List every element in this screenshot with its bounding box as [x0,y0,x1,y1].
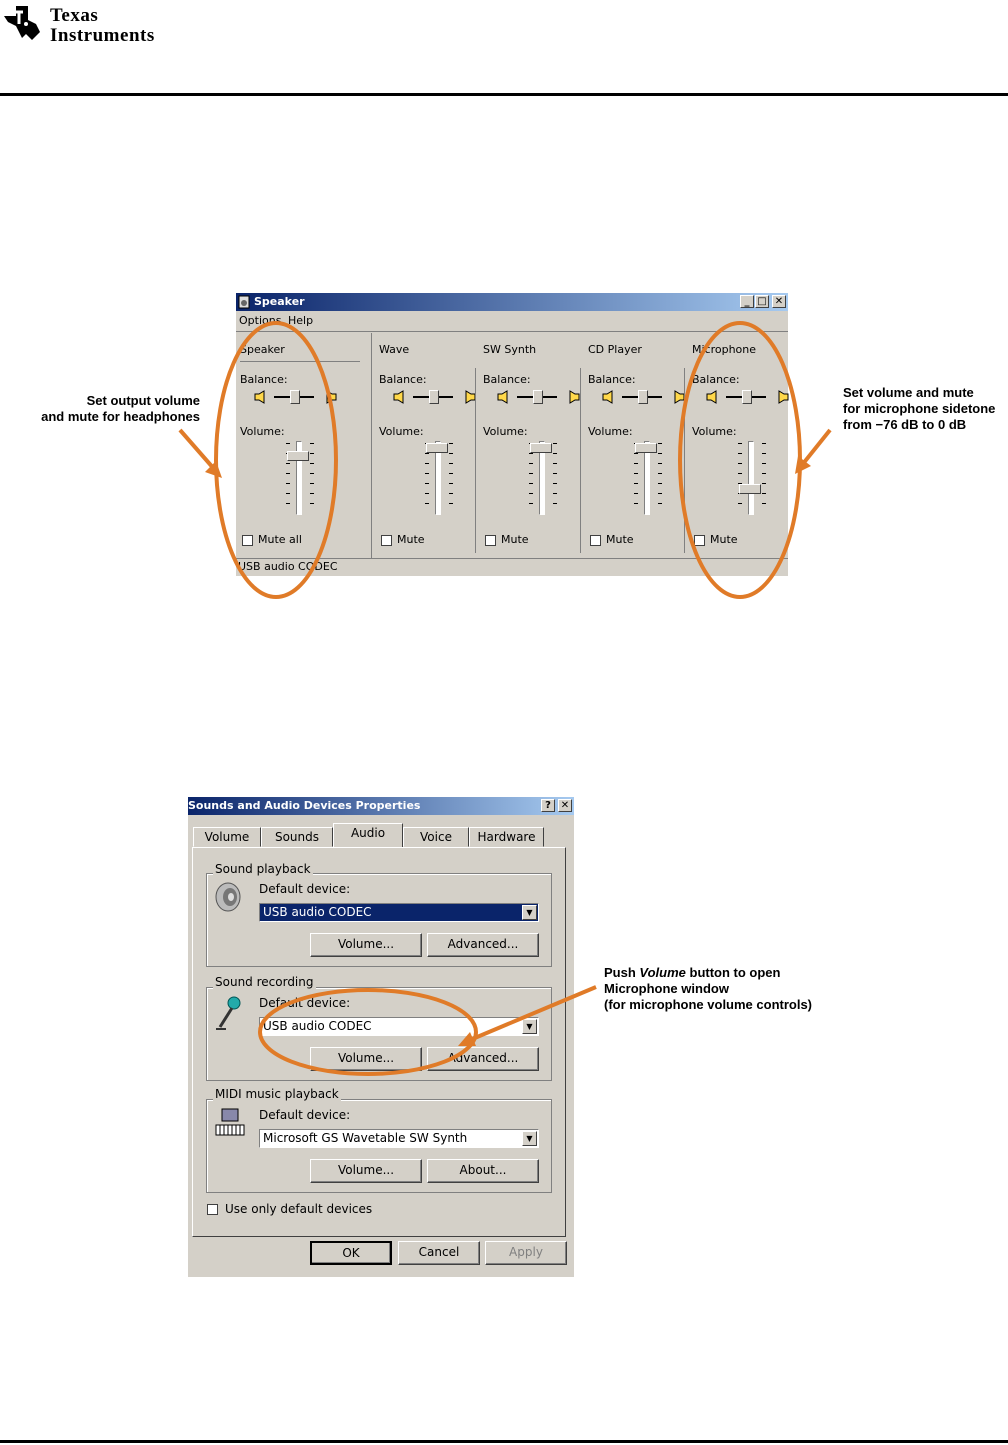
annotation-right-line2: for microphone sidetone [843,401,996,416]
channel-name: Microphone [692,343,757,356]
midi-default-device-label: Default device: [259,1108,351,1122]
mute-label: Mute [501,533,529,546]
right-highlight-circle [680,323,800,597]
mute-label: Mute [397,533,425,546]
chevron-down-icon[interactable]: ▼ [522,905,537,920]
speaker-device-icon [214,881,244,913]
balance-label: Balance: [588,373,636,386]
volume-label: Volume: [379,425,424,438]
help-button[interactable]: ? [541,799,555,812]
annotation-volume-line2: Microphone window [604,981,729,996]
properties-title: Sounds and Audio Devices Properties [188,799,421,812]
use-default-devices-label: Use only default devices [225,1202,373,1216]
balance-label: Balance: [483,373,531,386]
menu-help[interactable]: Help [288,314,314,327]
annotation-volume-1b: Volume [639,965,686,980]
volume-label: Volume: [240,425,285,438]
annotation-volume-1a: Push [604,965,640,980]
channel-name: Wave [379,343,410,356]
brand-line-1: Texas [50,5,99,26]
midi-device-select[interactable] [259,1129,539,1148]
tab-audio[interactable]: Audio [333,823,403,848]
channel-name: CD Player [588,343,642,356]
mute-label: Mute [606,533,634,546]
use-default-devices-checkbox[interactable] [207,1204,218,1215]
right-arrow [802,430,830,465]
annotation-right [843,385,1008,433]
apply-button[interactable]: Apply [485,1241,567,1265]
mute-label: Mute [710,533,738,546]
annotation-right-line3: from −76 dB to 0 dB [843,417,967,432]
balance-label: Balance: [240,373,288,386]
cancel-button[interactable]: Cancel [398,1241,480,1265]
tab-sounds[interactable]: Sounds [261,827,333,847]
volume-label: Volume: [588,425,633,438]
midi-device-value: Microsoft GS Wavetable SW Synth [263,1131,468,1145]
annotation-right-line1: Set volume and mute [843,385,974,400]
midi-about-button[interactable]: About... [427,1159,539,1183]
balance-label: Balance: [692,373,740,386]
ti-logo [2,2,192,46]
recording-device-value: USB audio CODEC [263,1019,372,1033]
mute-label: Mute all [258,533,302,546]
channel-name: SW Synth [483,343,537,356]
left-highlight-circle [216,323,336,597]
midi-keyboard-icon [214,1107,246,1139]
playback-volume-button[interactable]: Volume... [310,933,422,957]
minimize-button[interactable]: _ [740,295,754,308]
header-rule [0,93,1008,96]
playback-device-select[interactable] [259,903,539,922]
tab-hardware[interactable]: Hardware [469,827,544,847]
sound-recording-label: Sound recording [215,975,314,989]
tab-volume[interactable]: Volume [193,827,261,847]
recording-default-device-label: Default device: [259,996,351,1010]
channel-name: Speaker [240,343,285,356]
window-title: Speaker [254,295,305,308]
brand-line-2: Instruments [50,25,155,46]
footer-rule [0,1440,1008,1443]
annotation-volume-line3: (for microphone volume controls) [604,997,813,1012]
close-button[interactable]: ✕ [772,295,786,308]
figure1-annotations [0,280,1008,610]
annotation-volume-1c: button to open [685,965,781,980]
annotation-left [30,393,200,425]
midi-volume-button[interactable]: Volume... [310,1159,422,1183]
volume-label: Volume: [483,425,528,438]
volume-arrow [470,987,596,1040]
chevron-down-icon[interactable]: ▼ [522,1131,537,1146]
playback-device-value: USB audio CODEC [263,905,372,919]
recording-advanced-button[interactable]: Advanced... [427,1047,539,1071]
ti-map-icon [2,2,44,44]
annotation-left-line2: and mute for headphones [41,409,200,424]
tab-voice[interactable]: Voice [403,827,469,847]
balance-label: Balance: [379,373,427,386]
annotation-left-line1: Set output volume [86,393,200,408]
annotation-volume [604,965,924,1013]
playback-default-device-label: Default device: [259,882,351,896]
midi-playback-label: MIDI music playback [215,1087,339,1101]
properties-titlebar [188,797,574,815]
left-arrow [180,430,215,470]
volume-highlight-circle [260,990,476,1074]
properties-close-button[interactable]: ✕ [558,799,572,812]
annotation-volume-line1 [604,965,924,981]
status-text: USB audio CODEC [238,560,338,573]
ok-button[interactable]: OK [310,1241,392,1265]
chevron-down-icon[interactable]: ▼ [522,1019,537,1034]
maximize-button[interactable]: □ [755,295,769,308]
playback-advanced-button[interactable]: Advanced... [427,933,539,957]
volume-label: Volume: [692,425,737,438]
recording-volume-button[interactable]: Volume... [310,1047,422,1071]
menu-options[interactable]: Options [239,314,282,327]
sound-playback-label: Sound playback [215,862,311,876]
